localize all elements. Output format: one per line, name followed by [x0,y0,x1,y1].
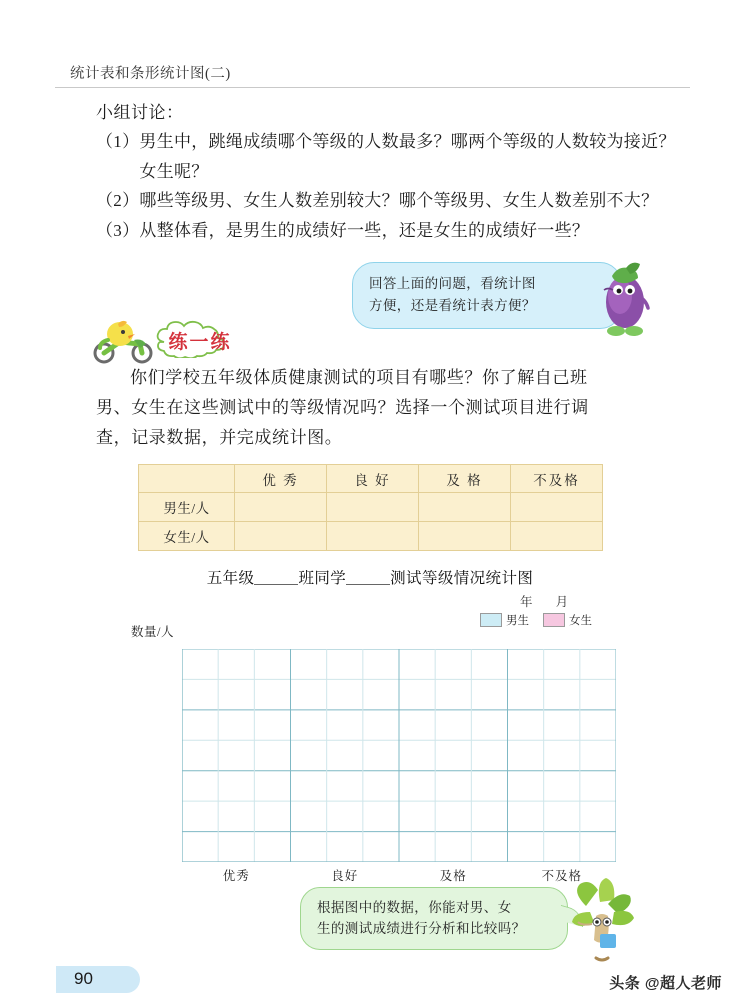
question-text: 男生中，跳绳成绩哪个等级的人数最多？哪两个等级的人数较为接近？女生呢？ [139,132,676,181]
eggplant-character-icon [592,252,654,338]
eggplant-speech-bubble [352,262,622,329]
table-input-cell[interactable] [511,493,603,522]
practice-paragraph-line-2: 男、女生在这些测试中的等级情况吗？选择一个测试项目进行调 [96,398,589,417]
legend-label-girls: 女生 [569,615,592,627]
table-input-cell[interactable] [327,493,419,522]
chart-grid-svg [182,649,616,862]
table-header-row [139,465,603,493]
chart-date-label: 年 月 [520,595,579,609]
practice-paragraph-line-3: 查，记录数据，并完成统计图。 [96,428,343,447]
legend-swatch-girls-icon [543,613,565,627]
table-input-cell[interactable] [235,493,327,522]
table-column-header: 良 好 [327,465,419,493]
watermark-text: 头条 @超人老师 [609,975,722,992]
x-axis-category-labels [182,866,616,884]
question-text: 哪些等级男、女生人数差别较大？哪个等级男、女生人数差别不大？ [139,191,659,210]
class-blank-field[interactable] [254,584,298,585]
table-column-header: 不及格 [511,465,603,493]
chart-title-mid: 班同学 [298,570,347,587]
x-axis-tick-label: 及格 [439,869,467,883]
blank-bar-chart-grid[interactable] [182,649,616,862]
question-number: （3） [96,220,140,240]
chart-legend [480,612,640,628]
x-axis-tick-label: 优秀 [222,869,250,883]
legend-swatch-boys-icon [480,613,502,627]
table-row-label: 女生/人 [139,522,235,551]
practice-paragraph [96,363,662,453]
discussion-question-1 [96,127,676,186]
header-divider [55,87,690,88]
discussion-lead: 小组讨论： [96,103,184,122]
chapter-title: 统计表和条形统计图(二) [70,66,231,82]
table-input-cell[interactable] [419,493,511,522]
table-row-label: 男生/人 [139,493,235,522]
chart-title-prefix: 五年级 [206,570,255,587]
page-header [70,62,670,88]
page-number-text: 90 [74,969,93,988]
practice-paragraph-line-1: 你们学校五年级体质健康测试的项目有哪些？你了解自己班 [130,368,588,387]
data-entry-table[interactable] [138,464,603,551]
table-input-cell[interactable] [235,522,327,551]
table-row [139,493,603,522]
bubble-line-2: 生的测试成绩进行分析和比较吗？ [317,921,526,936]
motorcycle-chick-icon [90,320,160,364]
table-input-cell[interactable] [327,522,419,551]
chart-title-suffix: 测试等级情况统计图 [390,570,534,587]
question-number: （2） [96,191,140,210]
vegetable-speech-bubble [300,887,568,950]
legend-item-boys [480,612,529,628]
vegetable-character-icon [556,872,648,964]
question-number: （1） [96,132,140,151]
test-item-blank-field[interactable] [346,584,390,585]
table-corner-cell [139,465,235,493]
bubble-line-2: 方便，还是看统计表方便？ [369,298,536,313]
bubble-line-1: 回答上面的问题，看统计图 [369,276,536,291]
table-column-header: 优 秀 [235,465,327,493]
x-axis-tick-label: 不及格 [541,869,582,883]
table-input-cell[interactable] [511,522,603,551]
table-column-header: 及 格 [419,465,511,493]
discussion-section [96,98,676,245]
bubble-line-1: 根据图中的数据，你能对男、女 [317,900,512,915]
page-number-badge [56,966,140,993]
discussion-question-2 [96,186,676,216]
discussion-question-3 [96,216,676,246]
practice-label-text: 练一练 [168,332,232,353]
x-axis-tick-label: 良好 [331,869,359,883]
table-input-cell[interactable] [419,522,511,551]
y-axis-label: 数量/人 [131,625,174,639]
legend-item-girls [543,612,592,628]
table-row [139,522,603,551]
practice-heading [90,316,340,364]
chart-title [0,566,740,588]
legend-label-boys: 男生 [506,615,529,627]
question-text: 从整体看，是男生的成绩好一些，还是女生的成绩好一些？ [139,220,590,240]
